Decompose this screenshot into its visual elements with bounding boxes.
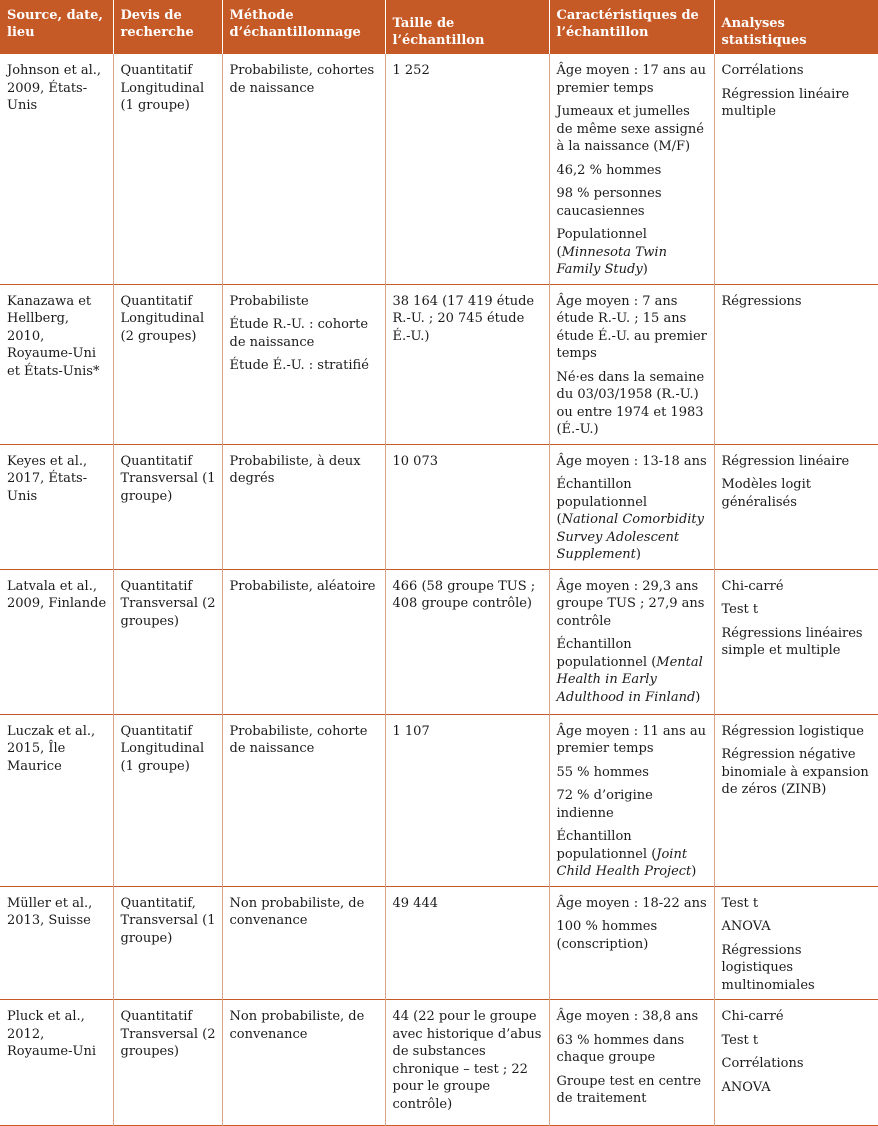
table-header xyxy=(0,0,878,54)
caracteristique-text: Jumeaux et jumelles de même sexe assigné à la naissance (M/F) xyxy=(556,104,704,154)
caracteristique-item xyxy=(557,453,708,471)
caracteristique-suffix: ) xyxy=(635,547,641,562)
table-body xyxy=(0,54,878,1126)
cell-source: Keyes et al., 2017, États-Unis xyxy=(0,444,113,569)
cell-taille: 38 164 (17 419 étude R.-U. ; 20 745 étude É.-U.) xyxy=(385,284,549,444)
analyse-item: Test t xyxy=(721,602,759,617)
cell-caracteristiques xyxy=(549,714,714,886)
caracteristique-text: Échantillon populationnel ( xyxy=(556,829,657,862)
caracteristique-text: 98 % personnes caucasiennes xyxy=(556,186,662,219)
caracteristique-item xyxy=(557,1073,708,1108)
caracteristique-text: 46,2 % hommes xyxy=(556,162,662,178)
caracteristique-text: Échantillon populationnel ( xyxy=(556,477,648,527)
caracteristique-text: Populationnel ( xyxy=(556,227,647,260)
caracteristique-suffix: ) xyxy=(695,689,701,705)
caracteristique-text: Âge moyen : 38,8 ans xyxy=(556,1009,699,1024)
header-caracteristiques: Caractéristiques de l’échantillon xyxy=(549,0,714,54)
cell-analyses xyxy=(714,54,878,284)
methode-item: Probabiliste, aléatoire xyxy=(229,578,376,594)
caracteristique-text: 72 % d’origine indienne xyxy=(556,788,653,821)
cell-devis: Quantitatif, Transversal (1 groupe) xyxy=(113,886,222,1000)
caracteristique-item xyxy=(557,636,708,706)
cell-caracteristiques xyxy=(549,886,714,1000)
analyse-item: Modèles logit généralisés xyxy=(721,477,811,510)
caracteristique-text: Groupe test en centre de traitement xyxy=(556,1073,702,1106)
cell-devis: Quantitatif Longitudinal (2 groupes) xyxy=(113,284,222,444)
cell-devis: Quantitatif Longitudinal (1 groupe) xyxy=(113,54,222,284)
caracteristique-item xyxy=(557,369,708,439)
analyse-item: Test t xyxy=(721,1032,759,1048)
caracteristique-item xyxy=(557,162,708,180)
cell-source: Johnson et al., 2009, États-Unis xyxy=(0,54,113,284)
cell-source: Müller et al., 2013, Suisse xyxy=(0,886,113,1000)
header-source: Source, date, lieu xyxy=(0,0,113,54)
study-name: Minnesota Twin Family Study xyxy=(556,244,667,277)
caracteristique-item xyxy=(557,828,708,881)
caracteristique-suffix: ) xyxy=(691,864,697,879)
analyse-item: Corrélations xyxy=(721,1056,804,1071)
caracteristique-text: Né·es dans la semaine du 03/03/1958 (R.-U.) ou entre 1974 et 1983 (É.-U.) xyxy=(556,369,705,437)
cell-analyses xyxy=(714,284,878,444)
cell-caracteristiques xyxy=(549,1000,714,1126)
cell-taille: 49 444 xyxy=(385,886,549,1000)
caracteristique-text: Âge moyen : 29,3 ans groupe TUS ; 27,9 ans contrôle xyxy=(556,578,705,629)
analyse-item: Régression linéaire xyxy=(721,453,850,469)
cell-analyses xyxy=(714,714,878,886)
methode-item: Non probabiliste, de convenance xyxy=(229,895,365,928)
cell-taille: 10 073 xyxy=(385,444,549,569)
cell-analyses xyxy=(714,569,878,714)
caracteristique-text: Âge moyen : 18-22 ans xyxy=(556,895,707,911)
caracteristique-item xyxy=(557,185,708,220)
analyse-item: Corrélations xyxy=(721,63,804,78)
analyse-item: Régression linéaire multiple xyxy=(721,86,850,119)
cell-devis: Quantitatif Transversal (1 groupe) xyxy=(113,444,222,569)
cell-caracteristiques xyxy=(549,284,714,444)
table-row xyxy=(0,1000,878,1126)
cell-methode xyxy=(222,54,385,284)
caracteristique-text: Âge moyen : 7 ans étude R.-U. ; 15 ans étude É.-U. au premier temps xyxy=(556,293,707,361)
caracteristique-item xyxy=(557,723,708,758)
methode-item: Probabiliste xyxy=(229,293,309,309)
cell-methode xyxy=(222,444,385,569)
cell-devis: Quantitatif Longitudinal (1 groupe) xyxy=(113,714,222,886)
study-name: National Comorbidity Survey Adolescent Supplement xyxy=(556,512,704,562)
cell-taille: 44 (22 pour le groupe avec historique d’abus de substances chronique – test ; 22 pour le groupe contrôle) xyxy=(385,1000,549,1126)
methode-item: Étude É.-U. : stratifié xyxy=(229,358,369,373)
cell-analyses xyxy=(714,1000,878,1126)
analyse-item: Chi-carré xyxy=(721,578,784,594)
header-taille: Taille de l’échantillon xyxy=(385,0,549,54)
methode-item: Probabiliste, cohortes de naissance xyxy=(229,63,375,96)
analyse-item: Régressions logistiques multinomiales xyxy=(721,942,815,993)
cell-methode xyxy=(222,284,385,444)
caracteristique-suffix: ) xyxy=(642,262,648,277)
caracteristique-text: 63 % hommes dans chaque groupe xyxy=(556,1032,685,1065)
analyse-item: ANOVA xyxy=(721,919,771,934)
analyse-item: Régression négative binomiale à expansion de zéros (ZINB) xyxy=(721,747,869,797)
study-name: Joint Child Health Project xyxy=(556,846,692,879)
analyse-item: Test t xyxy=(721,895,759,911)
caracteristique-item xyxy=(557,895,708,913)
table-row xyxy=(0,569,878,714)
header-methode: Méthode d’échantillonnage xyxy=(222,0,385,54)
table-row xyxy=(0,54,878,284)
caracteristique-text: Âge moyen : 11 ans au premier temps xyxy=(556,723,706,756)
cell-methode xyxy=(222,569,385,714)
caracteristique-item xyxy=(557,578,708,631)
study-name: Mental Health in Early Adulthood in Finland xyxy=(556,654,703,705)
caracteristique-item xyxy=(557,226,708,279)
cell-taille: 1 107 xyxy=(385,714,549,886)
analyse-item: Régressions linéaires simple et multiple xyxy=(721,625,863,658)
cell-source: Luczak et al., 2015, Île Maurice xyxy=(0,714,113,886)
header-devis: Devis de recherche xyxy=(113,0,222,54)
table-row xyxy=(0,714,878,886)
caracteristique-item xyxy=(557,103,708,156)
caracteristique-item xyxy=(557,293,708,363)
cell-source: Kanazawa et Hellberg, 2010, Royaume-Uni et États-Unis* xyxy=(0,284,113,444)
analyse-item: Régressions xyxy=(721,293,802,309)
analyse-item: Chi-carré xyxy=(721,1009,784,1024)
cell-source: Pluck et al., 2012, Royaume-Uni xyxy=(0,1000,113,1126)
header-row xyxy=(0,0,878,54)
table-row xyxy=(0,284,878,444)
analyse-item: Régression logistique xyxy=(721,723,864,739)
cell-caracteristiques xyxy=(549,54,714,284)
cell-devis: Quantitatif Transversal (2 groupes) xyxy=(113,1000,222,1126)
cell-taille: 466 (58 groupe TUS ; 408 groupe contrôle) xyxy=(385,569,549,714)
methode-item: Probabiliste, à deux degrés xyxy=(229,453,361,486)
cell-caracteristiques xyxy=(549,444,714,569)
cell-devis: Quantitatif Transversal (2 groupes) xyxy=(113,569,222,714)
caracteristique-item xyxy=(557,918,708,953)
cell-caracteristiques xyxy=(549,569,714,714)
analyse-item: ANOVA xyxy=(721,1079,771,1095)
cell-methode xyxy=(222,714,385,886)
caracteristique-item xyxy=(557,62,708,97)
cell-methode xyxy=(222,886,385,1000)
cell-taille: 1 252 xyxy=(385,54,549,284)
caracteristique-item xyxy=(557,476,708,564)
methode-item: Probabiliste, cohorte de naissance xyxy=(229,723,368,756)
caracteristique-text: Âge moyen : 17 ans au premier temps xyxy=(556,63,706,96)
cell-methode xyxy=(222,1000,385,1126)
caracteristique-item xyxy=(557,1008,708,1026)
caracteristique-text: 55 % hommes xyxy=(556,764,649,780)
caracteristique-text: Échantillon populationnel ( xyxy=(556,637,657,670)
caracteristique-item xyxy=(557,764,708,782)
header-analyses: Analyses statistiques xyxy=(721,16,807,48)
methode-item: Non probabiliste, de convenance xyxy=(229,1009,365,1042)
methode-item: Étude R.-U. : cohorte de naissance xyxy=(229,317,369,350)
table-row xyxy=(0,886,878,1000)
caracteristique-text: Âge moyen : 13-18 ans xyxy=(556,453,707,469)
cell-analyses xyxy=(714,444,878,569)
caracteristique-text: 100 % hommes (conscription) xyxy=(556,919,658,952)
cell-source: Latvala et al., 2009, Finlande xyxy=(0,569,113,714)
caracteristique-item xyxy=(557,1032,708,1067)
table-row xyxy=(0,444,878,569)
cell-analyses xyxy=(714,886,878,1000)
caracteristique-item xyxy=(557,787,708,822)
